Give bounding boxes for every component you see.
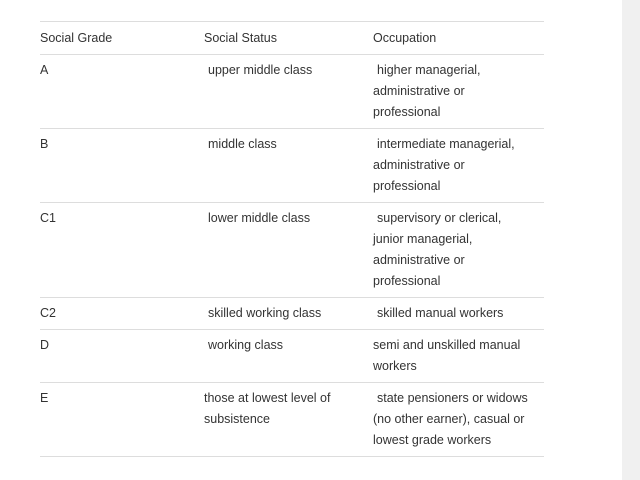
table-row (40, 298, 544, 330)
header-occupation: Occupation (373, 31, 437, 45)
status-cell: middle class (208, 137, 277, 151)
occupation-line: professional (373, 179, 441, 193)
header-social-grade: Social Grade (40, 31, 113, 45)
occupation-cell (373, 129, 544, 202)
occupation-cell (373, 298, 544, 329)
occupation-line: supervisory or clerical, (377, 211, 502, 225)
grade-cell: D (40, 338, 50, 352)
status-cell: skilled working class (208, 306, 322, 320)
table-row (40, 129, 544, 203)
table-header-row (40, 22, 544, 55)
occupation-line: professional (373, 274, 441, 288)
occupation-line: workers (373, 359, 417, 373)
table-row (40, 330, 544, 383)
occupation-line: lowest grade workers (373, 433, 492, 447)
table-row (40, 383, 544, 457)
status-cell (204, 383, 373, 456)
table-row (40, 55, 544, 129)
status-cell: lower middle class (208, 211, 311, 225)
scrollbar-track[interactable] (622, 0, 640, 480)
occupation-line: skilled manual workers (377, 306, 504, 320)
occupation-line: semi and unskilled manual (373, 338, 521, 352)
grade-cell: E (40, 391, 49, 405)
occupation-line: junior managerial, (373, 232, 473, 246)
occupation-line: state pensioners or widows (377, 391, 528, 405)
grade-cell: C2 (40, 306, 56, 320)
occupation-cell (373, 383, 544, 456)
grade-cell: C1 (40, 211, 56, 225)
table-row (40, 203, 544, 298)
status-cell: working class (208, 338, 284, 352)
occupation-cell (373, 55, 544, 128)
occupation-cell (373, 203, 544, 297)
status-line: those at lowest level of (204, 391, 331, 405)
occupation-cell (373, 330, 544, 382)
status-line: subsistence (204, 412, 271, 426)
social-grade-table (40, 21, 544, 457)
grade-cell: A (40, 63, 49, 77)
occupation-line: administrative or (373, 253, 465, 267)
header-social-status: Social Status (204, 31, 277, 45)
status-cell: upper middle class (208, 63, 313, 77)
occupation-line: (no other earner), casual or (373, 412, 525, 426)
occupation-line: intermediate managerial, (377, 137, 515, 151)
occupation-line: higher managerial, (377, 63, 481, 77)
grade-cell: B (40, 137, 49, 151)
occupation-line: administrative or (373, 84, 465, 98)
occupation-line: administrative or (373, 158, 465, 172)
occupation-line: professional (373, 105, 441, 119)
